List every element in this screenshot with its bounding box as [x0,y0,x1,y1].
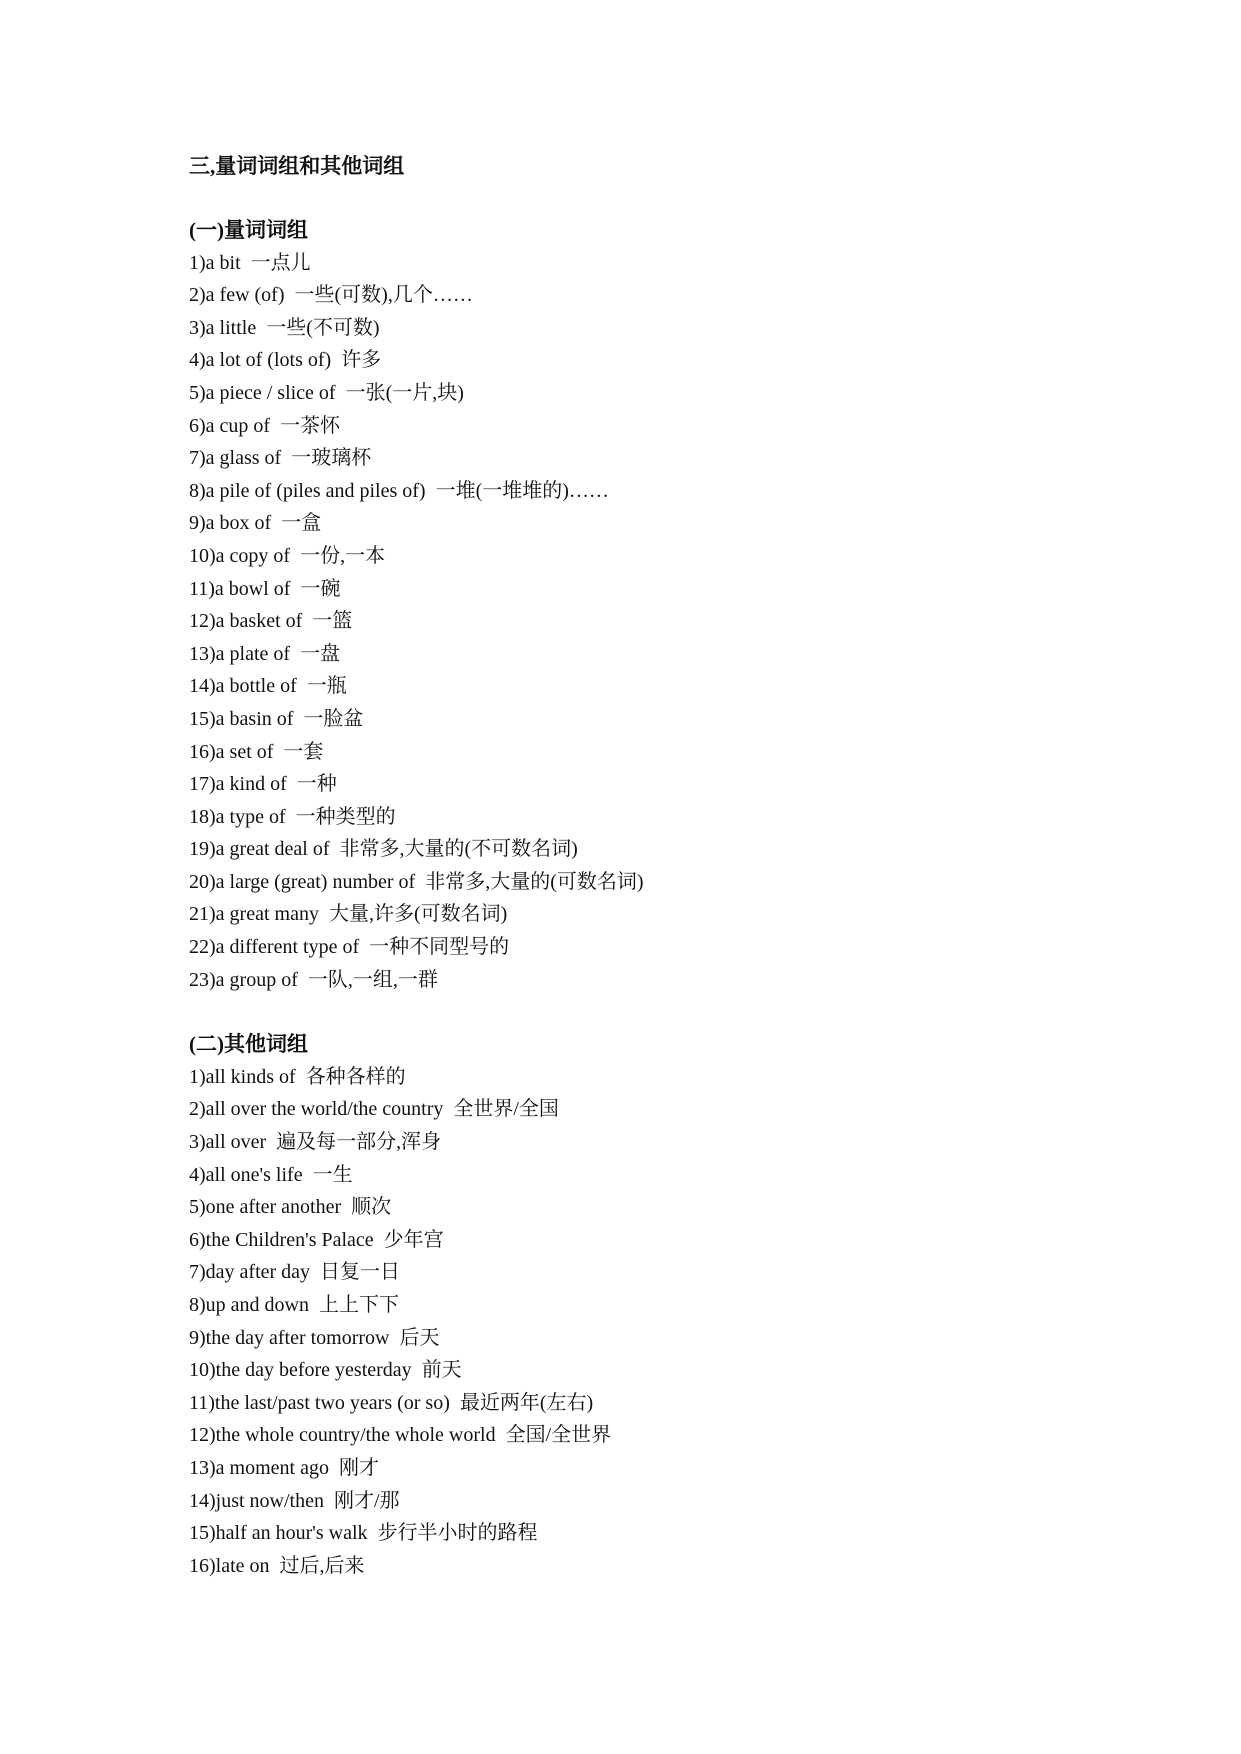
phrase-entry [189,1485,1189,1518]
phrase-chinese: 一茶怀 [280,414,341,437]
phrase-chinese: 一些(可数),几个…… [294,284,473,307]
phrase-entry [189,931,1189,964]
phrase-english: 9)a box of [189,512,272,535]
entry-list [189,247,1189,997]
phrase-entry [189,1093,1189,1126]
phrase-english: 4)all one's life [189,1163,303,1186]
phrase-entry [189,312,1189,345]
phrase-chinese: 一盒 [281,512,322,535]
phrase-entry [189,344,1189,377]
phrase-english: 13)a plate of [189,642,291,665]
phrase-chinese: 一堆(一堆堆的)…… [435,479,609,502]
phrase-english: 14)just now/then [189,1489,324,1512]
phrase-chinese: 许多 [341,349,382,372]
phrase-entry [189,866,1189,899]
phrase-english: 21)a great many [189,903,319,926]
phrase-entry [189,964,1189,997]
phrase-english: 12)a basket of [189,610,303,633]
phrase-english: 10)a copy of [189,544,291,567]
phrase-english: 22)a different type of [189,936,360,959]
section-heading: (二)其他词组 [189,1032,308,1057]
phrase-entry [189,507,1189,540]
phrase-chinese: 一盘 [300,642,341,665]
phrase-chinese: 一张(一片,块) [345,381,464,404]
phrase-english: 16)a set of [189,740,274,763]
phrase-english: 3)a little [189,316,257,339]
phrase-english: 15)a basin of [189,707,294,730]
phrase-entry [189,1550,1189,1583]
phrase-chinese: 步行半小时的路程 [377,1522,538,1545]
phrase-english: 3)all over [189,1131,267,1154]
phrase-chinese: 一种类型的 [295,805,396,828]
phrase-chinese: 一脸盆 [303,707,364,730]
phrase-english: 17)a kind of [189,773,287,796]
phrase-english: 11)the last/past two years (or so) [189,1391,450,1414]
phrase-english: 10)the day before yesterday [189,1359,412,1382]
phrase-entry [189,1452,1189,1485]
phrase-chinese: 非常多,大量的(不可数名词) [339,838,578,861]
phrase-entry [189,1517,1189,1550]
phrase-chinese: 上上下下 [318,1294,399,1316]
phrase-entry [189,573,1189,606]
phrase-english: 6)a cup of [189,414,271,437]
phrase-english: 7)a glass of [189,447,282,470]
phrase-english: 1)all kinds of [189,1065,296,1088]
section-other-phrases [189,1028,1189,1582]
phrase-chinese: 一玻璃杯 [291,447,372,470]
phrase-chinese: 遍及每一部分,浑身 [276,1131,442,1154]
phrase-entry [189,768,1189,801]
phrase-english: 2)a few (of) [189,284,285,307]
phrase-english: 7)day after day [189,1261,311,1284]
phrase-entry [189,279,1189,312]
phrase-english: 8)a pile of (piles and piles of) [189,479,426,502]
phrase-chinese: 一些(不可数) [266,316,380,339]
phrase-english: 4)a lot of (lots of) [189,349,332,372]
phrase-english: 13)a moment ago [189,1456,329,1479]
phrase-entry [189,247,1189,280]
phrase-english: 12)the whole country/the whole world [189,1424,496,1447]
phrase-chinese: 一队,一组,一群 [307,968,438,991]
phrase-chinese: 各种各样的 [305,1065,406,1088]
phrase-chinese: 一种不同型号的 [369,936,510,959]
phrase-entry [189,410,1189,443]
phrase-entry [189,377,1189,410]
phrase-chinese: 一份,一本 [300,544,386,567]
phrase-chinese: 一生 [312,1163,353,1186]
phrase-entry [189,833,1189,866]
phrase-entry [189,1191,1189,1224]
phrase-entry [189,1354,1189,1387]
phrase-chinese: 过后,后来 [279,1554,365,1577]
phrase-english: 23)a group of [189,968,298,991]
phrase-english: 8)up and down [189,1294,309,1316]
phrase-chinese: 少年宫 [383,1228,444,1251]
phrase-chinese: 全世界/全国 [453,1098,559,1121]
phrase-entry [189,475,1189,508]
phrase-chinese: 刚才/那 [334,1489,400,1512]
phrase-english: 20)a large (great) number of [189,870,416,893]
phrase-entry [189,1061,1189,1094]
phrase-chinese: 大量,许多(可数名词) [328,903,508,926]
phrase-entry [189,703,1189,736]
phrase-entry [189,540,1189,573]
phrase-chinese: 最近两年(左右) [459,1391,594,1414]
phrase-entry [189,1256,1189,1289]
phrase-entry [189,898,1189,931]
phrase-entry [189,1126,1189,1159]
phrase-chinese: 后天 [399,1326,440,1349]
phrase-chinese: 一篮 [312,610,353,633]
phrase-chinese: 全国/全世界 [505,1424,612,1447]
phrase-entry [189,1419,1189,1452]
phrase-english: 19)a great deal of [189,838,330,861]
phrase-english: 11)a bowl of [189,577,291,600]
section-measure-phrases [189,214,1189,996]
phrase-english: 16)late on [189,1554,270,1577]
phrase-english: 2)all over the world/the country [189,1098,444,1121]
phrase-entry [189,1289,1189,1322]
phrase-english: 15)half an hour's walk [189,1522,368,1545]
phrase-chinese: 顺次 [351,1196,392,1219]
phrase-entry [189,1224,1189,1257]
phrase-english: 6)the Children's Palace [189,1228,374,1251]
document-page [189,150,1189,1614]
phrase-chinese: 一套 [283,740,324,763]
phrase-english: 5)one after another [189,1196,342,1219]
phrase-english: 5)a piece / slice of [189,381,336,404]
phrase-chinese: 一种 [296,773,337,796]
phrase-english: 1)a bit [189,251,241,274]
section-heading: (一)量词词组 [189,218,308,242]
phrase-entry [189,736,1189,769]
phrase-entry [189,605,1189,638]
phrase-entry [189,1322,1189,1355]
phrase-english: 9)the day after tomorrow [189,1326,390,1349]
phrase-chinese: 一瓶 [306,675,347,698]
phrase-entry [189,670,1189,703]
phrase-chinese: 日复一日 [320,1261,401,1284]
phrase-entry [189,442,1189,475]
phrase-chinese: 前天 [421,1359,462,1382]
document-title: 三,量词词组和其他词组 [189,154,405,178]
phrase-english: 18)a type of [189,805,286,828]
phrase-chinese: 刚才 [338,1456,379,1479]
phrase-entry [189,638,1189,671]
phrase-entry [189,801,1189,834]
phrase-entry [189,1159,1189,1192]
entry-list [189,1061,1189,1583]
phrase-chinese: 一碗 [300,577,341,600]
phrase-chinese: 一点儿 [250,251,311,274]
phrase-chinese: 非常多,大量的(可数名词) [425,870,644,893]
phrase-entry [189,1387,1189,1420]
phrase-english: 14)a bottle of [189,675,297,698]
